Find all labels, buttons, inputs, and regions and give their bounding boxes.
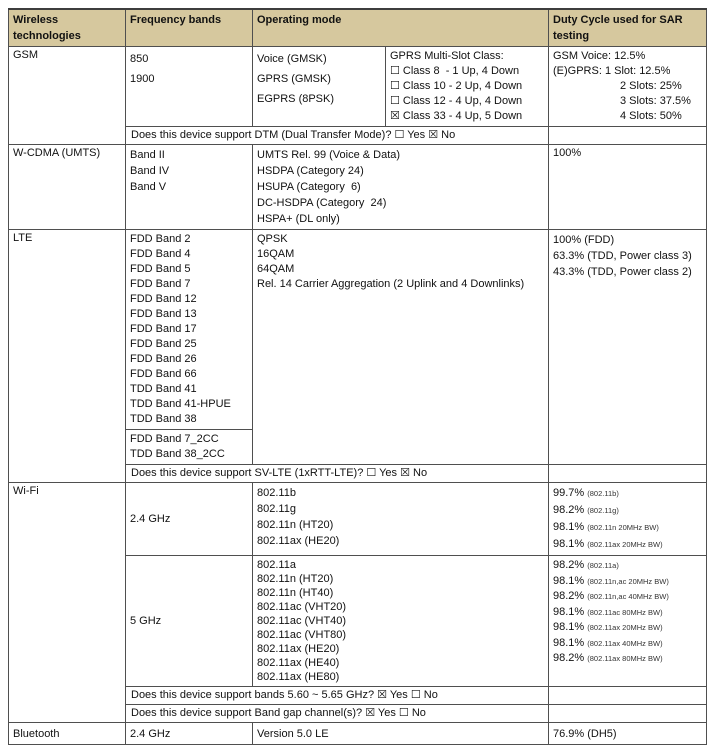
gsm-bands-cell: 850 1900 xyxy=(126,47,253,127)
header-row xyxy=(9,9,707,47)
lte-bands-cc-cell: FDD Band 7_2CC TDD Band 38_2CC xyxy=(126,430,253,465)
gsm-row xyxy=(9,47,707,127)
duty-value: 98.2% (802.11a) xyxy=(553,559,619,571)
wifi-24ghz-modes-cell: 802.11b 802.11g 802.11n (HT20) 802.11ax (HE20) xyxy=(253,483,549,556)
header-wireless-technologies: Wireless technologies xyxy=(9,9,126,47)
bluetooth-row xyxy=(9,723,707,745)
wifi-bands-question-empty-cell xyxy=(549,687,707,705)
duty-value: 98.2% (802.11ax 80MHz BW) xyxy=(553,652,663,664)
wcdma-bands-cell: Band II Band IV Band V xyxy=(126,145,253,230)
wifi-bandgap-question-empty-cell xyxy=(549,705,707,723)
duty-value: 98.1% (802.11ax 20MHz BW) xyxy=(553,621,663,633)
lte-svlte-empty-cell xyxy=(549,465,707,483)
gsm-modes-cell: Voice (GMSK) GPRS (GMSK) EGPRS (8PSK) xyxy=(253,47,386,127)
lte-tech-cell: LTE xyxy=(9,230,126,483)
duty-value: 98.1% (802.11ax 20MHz BW) xyxy=(553,538,663,550)
duty-value: 98.2% (802.11g) xyxy=(553,504,619,516)
lte-row xyxy=(9,230,707,430)
gsm-dtm-question: Does this device support DTM (Dual Transfer Mode)? ☐ Yes ☒ No xyxy=(126,127,549,145)
duty-value: 98.2% (802.11n,ac 40MHz BW) xyxy=(553,590,669,602)
lte-duty-cell: 100% (FDD) 63.3% (TDD, Power class 3) 43.3% (TDD, Power class 2) xyxy=(549,230,707,465)
wcdma-duty-cell: 100% xyxy=(549,145,707,230)
lte-modes-cell: QPSK 16QAM 64QAM Rel. 14 Carrier Aggregation (2 Uplink and 4 Downlinks) xyxy=(253,230,549,465)
gsm-multislot-cell: GPRS Multi-Slot Class: ☐ Class 8 - 1 Up, 4 Down ☐ Class 10 - 2 Up, 4 Down ☐ Class 12 - 4 Up, 4 Down ☒ Class 33 - 4 Up, 5 Down xyxy=(386,47,549,127)
duty-value: 98.1% (802.11n,ac 20MHz BW) xyxy=(553,574,669,587)
bluetooth-band-cell: 2.4 GHz xyxy=(126,723,253,745)
gsm-duty-cell xyxy=(549,47,707,127)
wifi-24ghz-duty-cell xyxy=(549,483,707,556)
gsm-duty-voice: GSM Voice: 12.5% xyxy=(553,50,646,62)
wifi-5ghz-duty-cell xyxy=(549,556,707,687)
wifi-5ghz-modes-cell: 802.11a 802.11n (HT20) 802.11n (HT40) 802.11ac (VHT20) 802.11ac (VHT40) 802.11ac (VHT80) 802.11ax (HE20) 802.11ax (HE40) 802.11ax (HE80) xyxy=(253,556,549,687)
gsm-duty-3slots: 3 Slots: 37.5% xyxy=(620,95,691,107)
wcdma-tech-cell: W-CDMA (UMTS) xyxy=(9,145,126,230)
wifi-bands-question: Does this device support bands 5.60 ~ 5.65 GHz? ☒ Yes ☐ No xyxy=(126,687,549,705)
wcdma-row xyxy=(9,145,707,230)
gsm-dtm-empty-cell xyxy=(549,127,707,145)
wifi-bandgap-question: Does this device support Band gap channel(s)? ☒ Yes ☐ No xyxy=(126,705,549,723)
gsm-duty-4slots: 4 Slots: 50% xyxy=(620,110,682,122)
bluetooth-tech-cell: Bluetooth xyxy=(9,723,126,745)
wifi-5ghz-band-cell: 5 GHz xyxy=(126,556,253,687)
lte-bands-main-cell: FDD Band 2 FDD Band 4 FDD Band 5 FDD Band 7 FDD Band 12 FDD Band 13 FDD Band 17 FDD Band 25 FDD Band 26 FDD Band 66 TDD Band 41 TDD Band 41-HPUE TDD Band 38 xyxy=(126,230,253,430)
header-duty-cycle: Duty Cycle used for SAR testing xyxy=(549,9,707,47)
wifi-24ghz-band-cell: 2.4 GHz xyxy=(126,483,253,556)
bluetooth-duty-cell: 76.9% (DH5) xyxy=(549,723,707,745)
sar-duty-cycle-table xyxy=(8,8,707,745)
duty-value: 98.1% (802.11ac 80MHz BW) xyxy=(553,605,663,618)
header-frequency-bands: Frequency bands xyxy=(126,9,253,47)
bluetooth-mode-cell: Version 5.0 LE xyxy=(253,723,549,745)
wifi-tech-cell: Wi-Fi xyxy=(9,483,126,723)
gsm-duty-2slots: 2 Slots: 25% xyxy=(620,80,682,92)
gsm-tech-cell: GSM xyxy=(9,47,126,145)
header-operating-mode: Operating mode xyxy=(253,9,549,47)
duty-value: 99.7% (802.11b) xyxy=(553,487,619,499)
duty-value: 98.1% (802.11ax 40MHz BW) xyxy=(553,636,663,649)
lte-svlte-question: Does this device support SV-LTE (1xRTT-LTE)? ☐ Yes ☒ No xyxy=(126,465,549,483)
wifi-24ghz-row xyxy=(9,483,707,556)
duty-value: 98.1% (802.11n 20MHz BW) xyxy=(553,521,659,533)
wcdma-modes-cell: UMTS Rel. 99 (Voice & Data) HSDPA (Category 24) HSUPA (Category 6) DC-HSDPA (Category 24) HSPA+ (DL only) xyxy=(253,145,549,230)
gsm-duty-1slot: (E)GPRS: 1 Slot: 12.5% xyxy=(553,65,671,77)
